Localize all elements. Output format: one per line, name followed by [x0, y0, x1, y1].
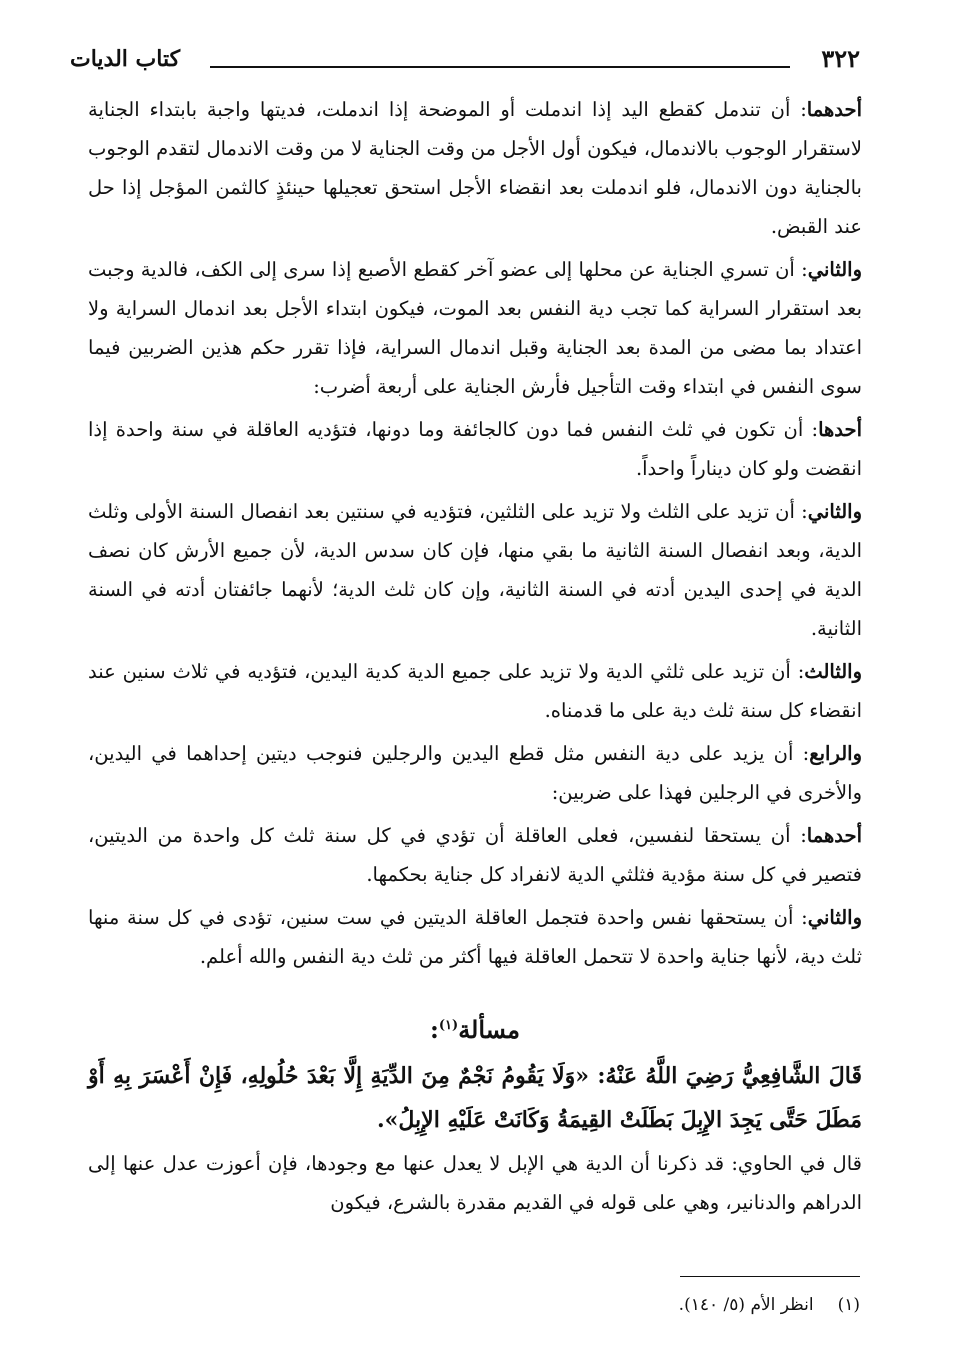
- issue-heading: [88, 1004, 862, 1052]
- paragraph-text: : أن تكون في ثلث النفس فما دون كالجائفة وما دونها، فتؤديه العاقلة في سنة واحدة إذا انقضت ولو كان ديناراً واحداً.: [88, 418, 862, 480]
- paragraph-text: : أن تسري الجناية عن محلها إلى عضو آخر كقطع الأصبع إذا سرى إلى الكف، فالدية وجبت بعد استقرار السراية كما تجب دية النفس بعد الموت، فيكون ابتداء الأجل بعد اندمال السراية ولا اعتداد بما مضى من المدة بعد الجناية وقبل اندمال السراية، فإذا تقرر حكم هذين الضربين فيما سوى النفس في ابتداء وقت التأجيل فأرش الجناية على أربعة أضرب:: [88, 258, 862, 398]
- page-header: [70, 38, 860, 78]
- paragraph-text: : أن تزيد على الثلث ولا تزيد على الثلثين، فتؤديه في سنتين بعد انفصال السنة الأولى وثلث الدية، وبعد انفصال السنة الثانية ما بقي منها، فإن كان سدس الدية، لأن جميع الأرش كان نصف الدية في إحدى اليدين أدته في السنة الثانية، وإن كان ثلث الدية؛ لأنهما جائفتان أدته في السنة الثانية.: [88, 500, 862, 640]
- book-title: كتاب الديات: [70, 46, 181, 72]
- paragraph: [88, 492, 862, 648]
- paragraph-text: : أن يزيد على دية النفس مثل قطع اليدين والرجلين فنوجب ديتين إحداهما في اليدين، والأخرى في الرجلين فهذا على ضربين:: [88, 742, 862, 804]
- issue-colon: :: [430, 1015, 439, 1044]
- page-number: ٣٢٢: [821, 44, 860, 73]
- paragraph-lead: والثاني: [807, 500, 862, 523]
- footnote: [160, 1290, 860, 1320]
- footnote-rule: [680, 1276, 860, 1277]
- paragraph: [88, 898, 862, 976]
- paragraph: [88, 816, 862, 894]
- paragraph-text: : أن يستحقا لنفسين، فعلى العاقلة أن تؤدي في كل سنة ثلث كل واحدة من الديتين، فتصير في كل سنة مؤدية فثلثي الدية لانفراد كل جناية بحكمها.: [88, 824, 862, 886]
- footnote-number: (١): [837, 1295, 860, 1315]
- paragraph-text: : أن تندمل كقطع اليد إذا اندملت أو الموضحة إذا اندملت، فديتها واجبة بابتداء الجناية لاستقرار الوجوب بالاندمال، فيكون أول الأجل من وقت الجناية لا من وقت الاندمال لتقدم الوجوب بالجناية دون الاندمال، فلو اندملت بعد انقضاء الأجل استحق تعجيلها حينئذٍ كالثمن المؤجل إذا حل عند القبض.: [88, 98, 862, 238]
- paragraph-lead: والرابع: [809, 742, 862, 765]
- paragraph: [88, 90, 862, 246]
- header-rule: [210, 66, 790, 68]
- paragraph: [88, 652, 862, 730]
- footnote-reference: (١): [438, 1018, 459, 1033]
- footnote-text: انظر الأم (٥/ ١٤٠).: [678, 1295, 814, 1315]
- paragraph: [88, 250, 862, 406]
- paragraph-lead: أحدهما: [806, 824, 862, 847]
- paragraph-text: : أن تزيد على ثلثي الدية ولا تزيد على جميع الدية كدية اليدين، فتؤديه في ثلاث سنين عند انقضاء كل سنة ثلث دية على ما قدمناه.: [88, 660, 862, 722]
- commentary-paragraph: قال في الحاوي: قد ذكرنا أن الدية هي الإبل لا يعدل عنها مع وجودها، فإن أعوزت عدل عنها إلى الدراهم والدنانير، وهي على قوله في القديم مقدرة بالشرع، فيكون: [88, 1152, 862, 1214]
- paragraph-text: : أن يستحقها نفس واحدة فتجمل العاقلة الديتين في ست سنين، تؤدى في كل سنة منها ثلث دية، لأنها جناية واحدة لا تتحمل العاقلة فيها أكثر من ثلث دية النفس والله أعلم.: [88, 906, 862, 968]
- paragraph-lead: والثاني: [807, 906, 862, 929]
- paragraph-lead: والثالث: [804, 660, 862, 683]
- issue-title: مسألة: [458, 1015, 520, 1044]
- paragraph-lead: والثاني: [807, 258, 862, 281]
- paragraph-lead: أحدهما: [806, 98, 862, 121]
- page-body: [88, 90, 862, 1226]
- shafii-quote: قَالَ الشَّافِعِيُّ رَضِيَ اللَّهُ عَنْهُ: «وَلَا يَقُومُ نَجْمٌ مِنَ الدِّيَةِ إِلَّا بَعْدَ حُلُولِهِ، فَإِنْ أَعْسَرَ بِهِ أَوْ مَطَلَ حَتَّى يَجِدَ الإِبِلَ بَطَلَتْ القِيمَةُ وَكَانَتْ عَلَيْهِ الإِبِلُ».: [88, 1063, 862, 1133]
- paragraph: [88, 410, 862, 488]
- paragraph-lead: أحدها: [818, 418, 862, 441]
- paragraph: [88, 734, 862, 812]
